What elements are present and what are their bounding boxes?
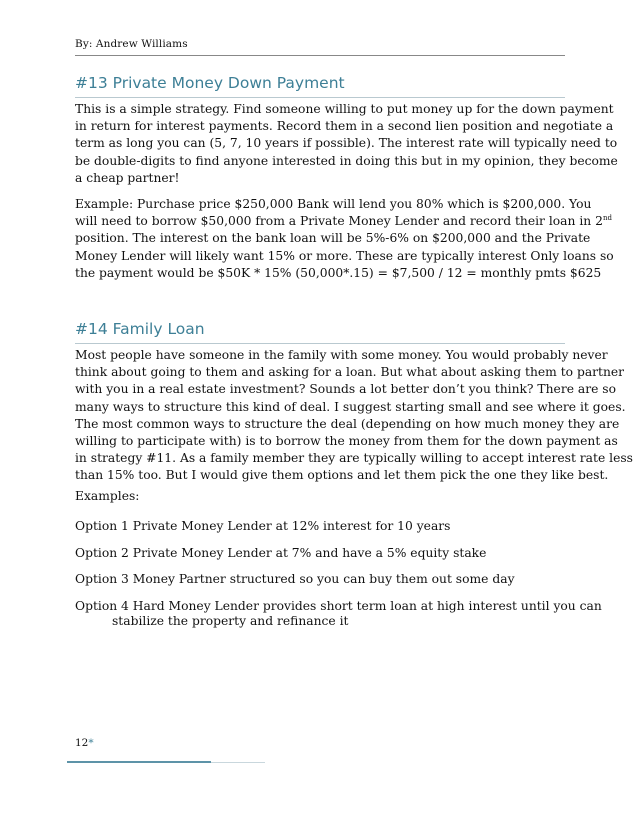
section-13-example-paragraph bbox=[75, 196, 614, 282]
option-1: Option 1 Private Money Lender at 12% interest for 10 years bbox=[75, 519, 451, 533]
paragraph-line bbox=[75, 213, 612, 230]
paragraph-line: many ways to structure this kind of deal. I suggest starting small and see where it goes. bbox=[75, 399, 626, 414]
paragraph-line: with you in a real estate investment? Sounds a lot better don’t you think? There are so bbox=[75, 382, 617, 397]
page-number bbox=[75, 737, 94, 749]
page-number-star: * bbox=[88, 737, 94, 749]
paragraph-line: a cheap partner! bbox=[75, 170, 180, 185]
section-13-paragraph-1 bbox=[75, 101, 618, 187]
paragraph-line: be double-digits to find anyone interested in doing this but in my opinion, they become bbox=[75, 153, 618, 168]
option-2: Option 2 Private Money Lender at 7% and have a 5% equity stake bbox=[75, 546, 487, 560]
paragraph-line: This is a simple strategy. Find someone willing to put money up for the down payment bbox=[75, 102, 614, 116]
ordinal-superscript: nd bbox=[602, 214, 612, 223]
footer-divider-faint bbox=[211, 762, 265, 763]
option-3: Option 3 Money Partner structured so you can buy them out some day bbox=[75, 572, 515, 586]
paragraph-line: term as long you can (5, 7, 10 years if possible). The interest rate will typically need to bbox=[75, 136, 618, 151]
paragraph-line: The most common ways to structure the deal (depending on how much money they are bbox=[75, 416, 620, 431]
section-14-paragraph-1 bbox=[75, 347, 633, 485]
paragraph-line: Example: Purchase price $250,000 Bank will lend you 80% which is $200,000. You bbox=[75, 197, 592, 211]
option-4: Option 4 Hard Money Lender provides short term loan at high interest until you can bbox=[75, 599, 602, 613]
paragraph-line: Most people have someone in the family with some money. You would probably never bbox=[75, 348, 608, 362]
page-number-value: 12 bbox=[75, 737, 89, 749]
paragraph-line: think about going to them and asking for a loan. But what about asking them to partner bbox=[75, 365, 625, 380]
paragraph-line: willing to participate with) is to borrow the money from them for the down payment as bbox=[75, 434, 618, 449]
footer-divider bbox=[67, 761, 211, 763]
header-author: By: Andrew Williams bbox=[75, 38, 188, 50]
paragraph-line: than 15% too. But I would give them options and let them pick the one they like best. bbox=[75, 468, 609, 483]
section-13-divider bbox=[75, 97, 565, 98]
section-13-heading: #13 Private Money Down Payment bbox=[75, 74, 345, 92]
paragraph-line: in return for interest payments. Record them in a second lien position and negotiate a bbox=[75, 119, 614, 134]
header-divider bbox=[75, 55, 565, 56]
section-14-heading: #14 Family Loan bbox=[75, 320, 205, 338]
paragraph-line-text: will need to borrow $50,000 from a Private Money Lender and record their loan in 2 bbox=[75, 214, 603, 229]
section-14-divider bbox=[75, 343, 565, 344]
paragraph-line: position. The interest on the bank loan will be 5%-6% on $200,000 and the Private bbox=[75, 231, 591, 246]
paragraph-line: in strategy #11. As a family member they are typically willing to accept interest rate less bbox=[75, 451, 633, 466]
paragraph-line: the payment would be $50K * 15% (50,000*.15) = $7,500 / 12 = monthly pmts $625 bbox=[75, 265, 602, 280]
examples-label: Examples: bbox=[75, 489, 140, 503]
option-4-continuation: stabilize the property and refinance it bbox=[112, 614, 349, 628]
paragraph-line: Money Lender will likely want 15% or more. These are typically interest Only loans so bbox=[75, 248, 614, 263]
